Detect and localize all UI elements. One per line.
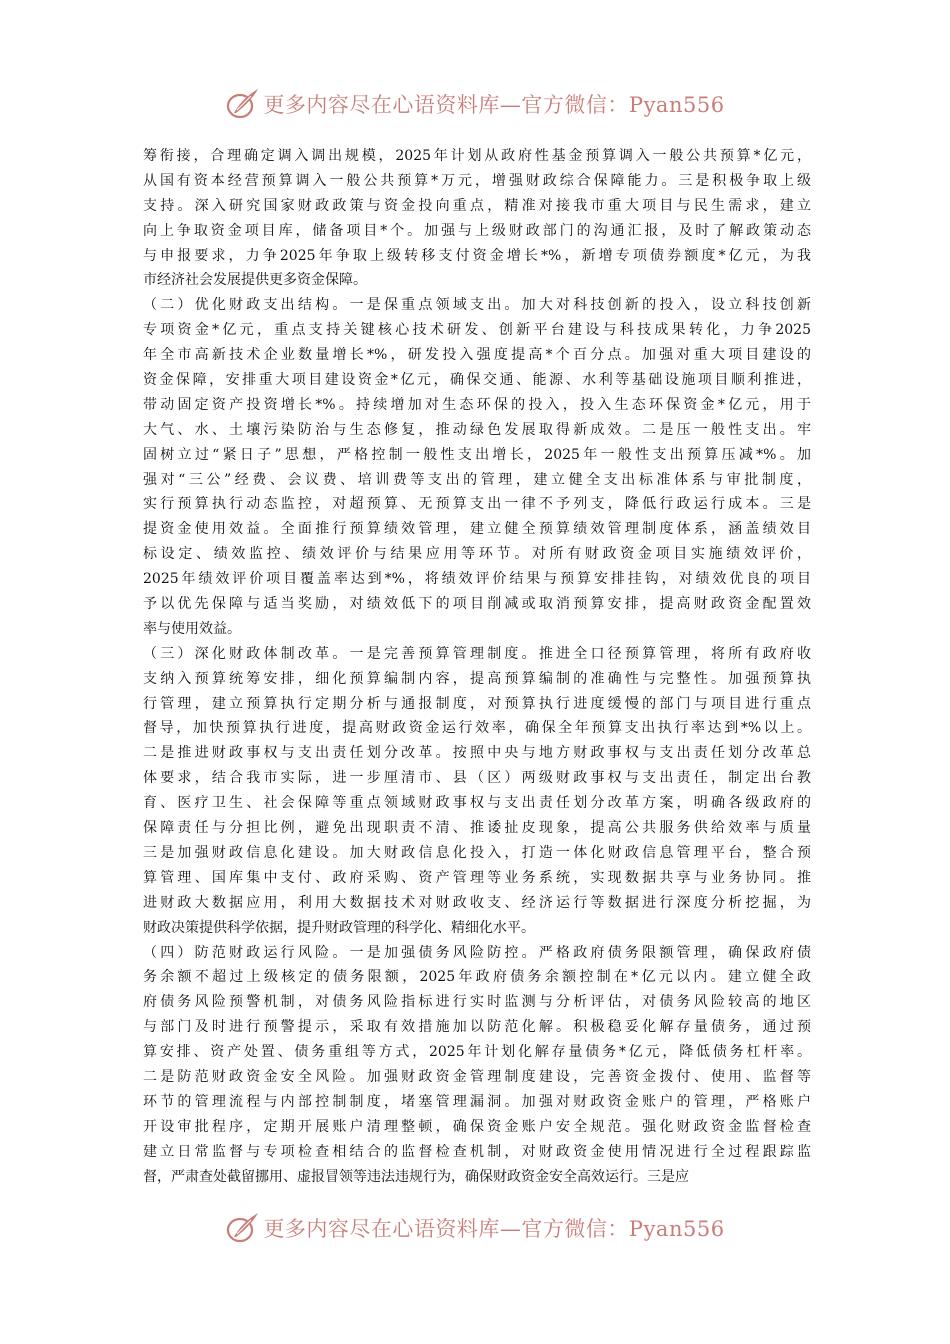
text-line: （二）优化财政支出结构。一是保重点领域支出。加大对科技创新的投入，设立科技创新 [143, 297, 811, 314]
text-line: 育、医疗卫生、社会保障等重点领域财政事权与支出责任划分改革方案，明确各级政府的 [143, 795, 811, 812]
paragraph [143, 642, 811, 941]
paragraph [143, 941, 811, 1190]
text-line: 与申报要求，力争2025年争取上级转移支付资金增长*%，新增专项债券额度*亿元，为我 [143, 247, 811, 264]
text-line: 与部门及时进行预警提示，采取有效措施加以防范化解。积极稳妥化解存量债务，通过预 [143, 1019, 811, 1036]
text-line: 强对“三公”经费、会议费、培训费等支出的管理，建立健全支出标准体系与审批制度， [143, 471, 811, 488]
text-line: 实行预算执行动态监控，对超预算、无预算支出一律不予列支，降低行政运行成本。三是 [143, 496, 811, 513]
paragraph [143, 144, 811, 293]
text-line: 算安排、资产处置、债务重组等方式，2025年计划化解存量债务*亿元，降低债务杠杆率。 [143, 1044, 811, 1061]
text-line: 建立日常监督与专项检查相结合的监督检查机制，对财政资金使用情况进行全过程跟踪监 [143, 1143, 811, 1160]
text-line: 体要求，结合我市实际，进一步厘清市、县（区）两级财政事权与支出责任，制定出台教 [143, 770, 811, 787]
text-line: （四）防范财政运行风险。一是加强债务风险防控。严格政府债务限额管理，确保政府债 [143, 944, 811, 961]
text-line: 予以优先保障与适当奖励，对绩效低下的项目削减或取消预算安排，提高财政资金配置效 [143, 596, 811, 613]
text-line: 行管理，建立预算执行定期分析与通报制度，对预算执行进度缓慢的部门与项目进行重点 [143, 695, 811, 712]
text-line: 开设审批程序，定期开展账户清理整顿，确保资金账户安全规范。强化财政资金监督检查 [143, 1118, 811, 1135]
text-line: （三）深化财政体制改革。一是完善预算管理制度。推进全口径预算管理，将所有政府收 [143, 645, 811, 662]
text-line: 固树立过“紧日子”思想，严格控制一般性支出增长，2025年一般性支出预算压减*%。加 [143, 446, 811, 463]
text-line: 支纳入预算统筹安排，细化预算编制内容，提高预算编制的准确性与完整性。加强预算执 [143, 670, 811, 687]
text-line: 财政决策提供科学依据，提升财政管理的科学化、精细化水平。 [143, 919, 535, 936]
paragraph [143, 293, 811, 641]
text-line: 进财政大数据应用，利用大数据技术对财政收支、经济运行等数据进行深度分析挖掘，为 [143, 894, 811, 911]
text-line: 大气、水、土壤污染防治与生态修复，推动绿色发展取得新成效。二是压一般性支出。牢 [143, 421, 811, 438]
text-line: 向上争取资金项目库，储备项目*个。加强与上级财政部门的沟通汇报，及时了解政策动态 [143, 222, 811, 239]
text-line: 年全市高新技术企业数量增长*%，研发投入强度提高*个百分点。加强对重大项目建设的 [143, 347, 811, 364]
text-line: 带动固定资产投资增长*%。持续增加对生态环保的投入，投入生态环保资金*亿元，用于 [143, 396, 811, 413]
text-line: 督导，加快预算执行进度，提高财政资金运行效率，确保全年预算支出执行率达到*%以上。 [143, 720, 811, 737]
text-line: 标设定、绩效监控、绩效评价与结果应用等环节。对所有财政资金项目实施绩效评价， [143, 546, 811, 563]
text-line: 二是防范财政资金安全风险。加强财政资金管理制度建设，完善资金拨付、使用、监督等 [143, 1068, 811, 1085]
text-line: 支持。深入研究国家财政政策与资金投向重点，精准对接我市重大项目与民生需求，建立 [143, 197, 811, 214]
text-line: 算管理、国库集中支付、政府采购、资产管理等业务系统，实现数据共享与业务协同。推 [143, 869, 811, 886]
text-line: 率与使用效益。 [143, 620, 241, 637]
text-line: 市经济社会发展提供更多资金保障。 [143, 272, 367, 289]
document-body [143, 144, 811, 1189]
text-line: 督，严肃查处截留挪用、虚报冒领等违法违规行为，确保财政资金安全高效运行。三是应 [143, 1168, 689, 1185]
watermark-text: 更多内容尽在心语资料库—官方微信：Pyan556 [263, 1217, 725, 1241]
text-line: 务余额不超过上级核定的债务限额，2025年政府债务余额控制在*亿元以内。建立健全政 [143, 969, 811, 986]
watermark-text: 更多内容尽在心语资料库—官方微信：Pyan556 [263, 93, 725, 117]
text-line: 从国有资本经营预算调入一般公共预算*万元，增强财政综合保障能力。三是积极争取上级 [143, 172, 811, 189]
text-line: 2025年绩效评价项目覆盖率达到*%，将绩效评价结果与预算安排挂钩，对绩效优良的项目 [143, 571, 811, 588]
text-line: 环节的管理流程与内部控制制度，堵塞管理漏洞。加强对财政资金账户的管理，严格账户 [143, 1093, 811, 1110]
quill-logo-icon [225, 86, 261, 122]
quill-logo-icon [225, 1210, 261, 1246]
text-line: 提资金使用效益。全面推行预算绩效管理，建立健全预算绩效管理制度体系，涵盖绩效目 [143, 521, 811, 538]
watermark-banner-top [0, 84, 950, 124]
text-line: 筹衔接，合理确定调入调出规模，2025年计划从政府性基金预算调入一般公共预算*亿元， [143, 148, 811, 164]
watermark-banner-bottom [0, 1208, 950, 1248]
text-line: 三是加强财政信息化建设。加大财政信息化投入，打造一体化财政信息管理平台，整合预 [143, 844, 811, 861]
text-line: 二是推进财政事权与支出责任划分改革。按照中央与地方财政事权与支出责任划分改革总 [143, 745, 811, 762]
text-line: 保障责任与分担比例，避免出现职责不清、推诿扯皮现象，提高公共服务供给效率与质量 [143, 820, 811, 837]
text-line: 府债务风险预警机制，对债务风险指标进行实时监测与分析评估，对债务风险较高的地区 [143, 994, 811, 1011]
text-line: 专项资金*亿元，重点支持关键核心技术研发、创新平台建设与科技成果转化，力争2025 [143, 322, 811, 339]
text-line: 资金保障，安排重大项目建设资金*亿元，确保交通、能源、水利等基础设施项目顺利推进， [143, 372, 811, 389]
